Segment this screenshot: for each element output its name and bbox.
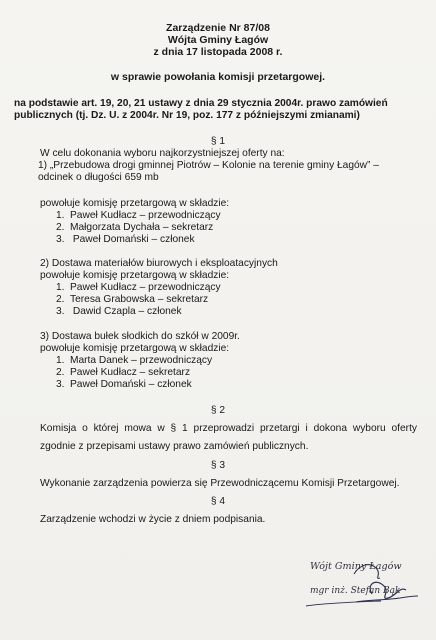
committee-3-member: 1. Marta Danek – przewodniczący <box>56 355 213 366</box>
section-4-text: Zarządzenie wchodzi w życie z dniem podpisania. <box>40 514 266 525</box>
section-3-text: Wykonanie zarządzenia powierza się Przewodniczącemu Komisji Przetargowej. <box>40 478 400 489</box>
committee-2-member: 1. Paweł Kudłacz – przewodniczący <box>56 282 221 293</box>
appoint-committee-1: powołuje komisję przetargową w składzie: <box>40 198 230 209</box>
section-1-intro: W celu dokonania wyboru najkorzystniejszej oferty na: <box>40 148 285 159</box>
committee-1-member: 3. Paweł Domański – członek <box>56 234 195 245</box>
committee-2-member: 3. Dawid Czapla – członek <box>56 306 182 317</box>
item-1-title: 1) „Przebudowa drogi gminnej Piotrów – Kolonie na terenie gminy Łagów” – <box>38 160 379 171</box>
decree-date: z dnia 17 listopada 2008 r. <box>153 46 283 58</box>
decree-number: Zarządzenie Nr 87/08 <box>166 22 270 34</box>
appoint-committee-2: powołuje komisję przetargową w składzie: <box>40 270 230 281</box>
appoint-committee-3: powołuje komisję przetargową w składzie: <box>40 343 230 354</box>
section-2-text: Komisja o której mowa w § 1 przeprowadzi przetargi i dokona wyboru oferty <box>40 423 417 434</box>
section-2-mark: § 2 <box>210 405 226 416</box>
decree-subject: w sprawie powołania komisji przetargowej. <box>110 71 326 83</box>
legal-basis-line-1: na podstawie art. 19, 20, 21 ustawy z dnia 29 stycznia 2004r. prawo zamówień <box>14 98 388 109</box>
committee-2-member: 2. Teresa Grabowska – sekretarz <box>56 294 209 305</box>
signature-name: mgr inż. Stefan Bąk <box>310 586 401 596</box>
section-1-mark: § 1 <box>210 136 226 147</box>
section-3-mark: § 3 <box>210 460 226 471</box>
item-1-title-cont: odcinek o długości 659 mb <box>38 172 159 183</box>
committee-3-member: 2. Paweł Kudłacz – sekretarz <box>56 367 191 378</box>
signature-title: Wójt Gminy Łagów <box>310 561 402 572</box>
section-2-text-cont: zgodnie z przepisami ustawy prawo zamówień publicznych. <box>40 441 309 452</box>
signature-block <box>296 556 426 626</box>
legal-basis-line-2: publicznych (tj. Dz. U. z 2004r. Nr 19, poz. 177 z późniejszymi zmianami) <box>14 110 360 121</box>
section-4-mark: § 4 <box>210 496 226 507</box>
item-2-title: 2) Dostawa materiałów biurowych i eksploatacyjnych <box>40 258 278 269</box>
committee-1-member: 2. Małgorzata Dychała – sekretarz <box>56 222 214 233</box>
committee-3-member: 3. Paweł Domański – członek <box>56 379 192 390</box>
decree-issuer: Wójta Gminy Łagów <box>167 34 269 46</box>
item-3-title: 3) Dostawa bułek słodkich do szkół w 2009r. <box>40 331 240 342</box>
committee-1-member: 1. Paweł Kudłacz – przewodniczący <box>56 210 221 221</box>
